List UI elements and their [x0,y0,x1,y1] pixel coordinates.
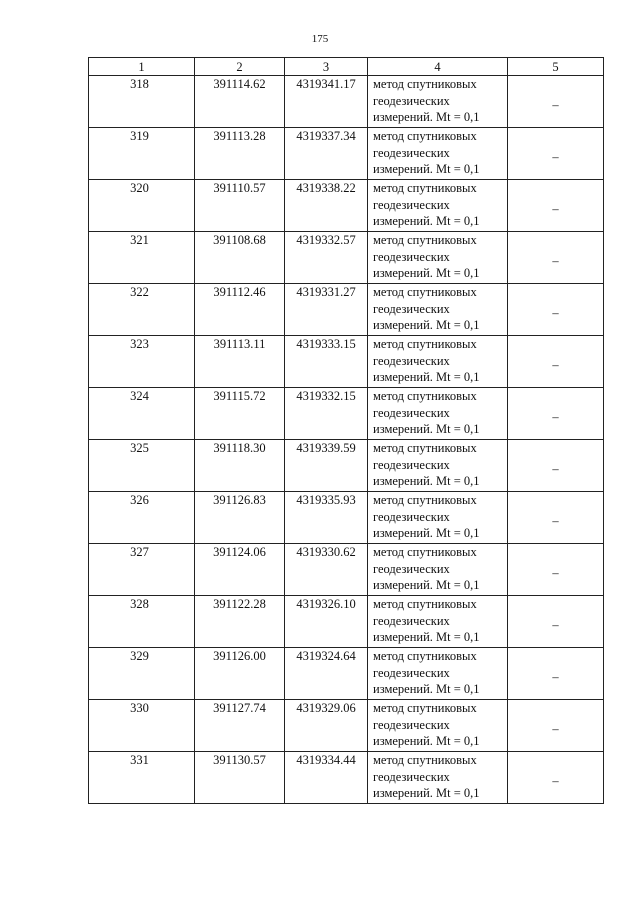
method-line: геодезических [373,301,450,316]
note-cell [508,648,604,700]
point-number-cell: 325 [89,440,195,492]
point-number-cell: 323 [89,336,195,388]
method-line: геодезических [373,93,450,108]
note-cell [508,232,604,284]
dash-mark: – [552,566,559,581]
table-row [89,544,604,596]
method-cell [368,544,508,596]
method-line: измерений. Mt = 0,1 [373,318,480,332]
y-coordinate-cell: 4319329.06 [285,700,368,752]
y-coordinate-cell: 4319332.15 [285,388,368,440]
note-cell [508,544,604,596]
method-line: метод спутниковых [373,389,477,403]
note-cell [508,752,604,804]
y-coordinate-cell: 4319332.57 [285,232,368,284]
point-number-cell: 326 [89,492,195,544]
method-cell [368,440,508,492]
method-line: геодезических [373,249,450,264]
method-line: геодезических [373,405,450,420]
method-line: геодезических [373,509,450,524]
method-line: геодезических [373,769,450,784]
point-number-cell: 318 [89,76,195,128]
coordinates-table [88,57,604,804]
note-cell [508,492,604,544]
method-cell [368,336,508,388]
table-row [89,440,604,492]
table-row [89,128,604,180]
method-line: метод спутниковых [373,441,477,455]
table-row [89,648,604,700]
method-line: метод спутниковых [373,597,477,611]
point-number-cell: 321 [89,232,195,284]
note-cell [508,284,604,336]
dash-mark: – [552,150,559,165]
note-cell [508,336,604,388]
dash-mark: – [552,774,559,789]
point-number-cell: 329 [89,648,195,700]
method-line: геодезических [373,353,450,368]
method-line: метод спутниковых [373,181,477,195]
y-coordinate-cell: 4319326.10 [285,596,368,648]
x-coordinate-cell: 391113.28 [195,128,285,180]
x-coordinate-cell: 391112.46 [195,284,285,336]
x-coordinate-cell: 391115.72 [195,388,285,440]
method-cell [368,700,508,752]
column-header-4: 4 [368,58,508,76]
y-coordinate-cell: 4319341.17 [285,76,368,128]
x-coordinate-cell: 391126.00 [195,648,285,700]
method-cell [368,752,508,804]
method-line: измерений. Mt = 0,1 [373,526,480,540]
column-header-2: 2 [195,58,285,76]
method-line: метод спутниковых [373,753,477,767]
method-cell [368,596,508,648]
table-row [89,700,604,752]
table-row [89,388,604,440]
dash-mark: – [552,358,559,373]
table-row [89,752,604,804]
table-row [89,492,604,544]
method-line: измерений. Mt = 0,1 [373,682,480,696]
method-line: геодезических [373,665,450,680]
method-cell [368,648,508,700]
method-line: измерений. Mt = 0,1 [373,370,480,384]
method-line: метод спутниковых [373,233,477,247]
note-cell [508,700,604,752]
method-line: измерений. Mt = 0,1 [373,734,480,748]
x-coordinate-cell: 391130.57 [195,752,285,804]
method-line: измерений. Mt = 0,1 [373,630,480,644]
x-coordinate-cell: 391113.11 [195,336,285,388]
point-number-cell: 322 [89,284,195,336]
method-cell [368,388,508,440]
method-line: метод спутниковых [373,493,477,507]
dash-mark: – [552,618,559,633]
method-line: метод спутниковых [373,701,477,715]
point-number-cell: 320 [89,180,195,232]
page-number: 175 [311,33,329,45]
dash-mark: – [552,722,559,737]
table-row [89,76,604,128]
method-line: метод спутниковых [373,545,477,559]
method-line: измерений. Mt = 0,1 [373,162,480,176]
x-coordinate-cell: 391118.30 [195,440,285,492]
point-number-cell: 330 [89,700,195,752]
y-coordinate-cell: 4319333.15 [285,336,368,388]
dash-mark: – [552,462,559,477]
method-line: геодезических [373,717,450,732]
dash-mark: – [552,306,559,321]
method-line: измерений. Mt = 0,1 [373,266,480,280]
x-coordinate-cell: 391114.62 [195,76,285,128]
table-header-row [89,58,604,76]
table-row [89,596,604,648]
point-number-cell: 331 [89,752,195,804]
method-line: геодезических [373,145,450,160]
method-line: метод спутниковых [373,77,477,91]
note-cell [508,440,604,492]
method-cell [368,180,508,232]
table-row [89,284,604,336]
method-cell [368,284,508,336]
y-coordinate-cell: 4319331.27 [285,284,368,336]
note-cell [508,180,604,232]
method-cell [368,492,508,544]
method-line: измерений. Mt = 0,1 [373,578,480,592]
x-coordinate-cell: 391110.57 [195,180,285,232]
method-line: метод спутниковых [373,649,477,663]
x-coordinate-cell: 391127.74 [195,700,285,752]
y-coordinate-cell: 4319338.22 [285,180,368,232]
column-header-5: 5 [508,58,604,76]
note-cell [508,76,604,128]
dash-mark: – [552,254,559,269]
y-coordinate-cell: 4319330.62 [285,544,368,596]
note-cell [508,128,604,180]
method-cell [368,232,508,284]
point-number-cell: 319 [89,128,195,180]
method-line: геодезических [373,457,450,472]
table-row [89,336,604,388]
method-line: метод спутниковых [373,285,477,299]
method-line: измерений. Mt = 0,1 [373,422,480,436]
y-coordinate-cell: 4319337.34 [285,128,368,180]
point-number-cell: 324 [89,388,195,440]
method-line: измерений. Mt = 0,1 [373,474,480,488]
dash-mark: – [552,670,559,685]
dash-mark: – [552,514,559,529]
dash-mark: – [552,202,559,217]
y-coordinate-cell: 4319339.59 [285,440,368,492]
table-body [89,76,604,804]
y-coordinate-cell: 4319324.64 [285,648,368,700]
method-cell [368,76,508,128]
method-line: геодезических [373,197,450,212]
point-number-cell: 327 [89,544,195,596]
method-line: измерений. Mt = 0,1 [373,214,480,228]
x-coordinate-cell: 391124.06 [195,544,285,596]
method-line: метод спутниковых [373,129,477,143]
method-line: метод спутниковых [373,337,477,351]
method-line: измерений. Mt = 0,1 [373,110,480,124]
table-row [89,180,604,232]
y-coordinate-cell: 4319334.44 [285,752,368,804]
note-cell [508,388,604,440]
x-coordinate-cell: 391122.28 [195,596,285,648]
point-number-cell: 328 [89,596,195,648]
dash-mark: – [552,98,559,113]
method-line: геодезических [373,613,450,628]
table-row [89,232,604,284]
column-header-1: 1 [89,58,195,76]
y-coordinate-cell: 4319335.93 [285,492,368,544]
x-coordinate-cell: 391108.68 [195,232,285,284]
dash-mark: – [552,410,559,425]
method-line: геодезических [373,561,450,576]
note-cell [508,596,604,648]
x-coordinate-cell: 391126.83 [195,492,285,544]
method-cell [368,128,508,180]
method-line: измерений. Mt = 0,1 [373,786,480,800]
column-header-3: 3 [285,58,368,76]
